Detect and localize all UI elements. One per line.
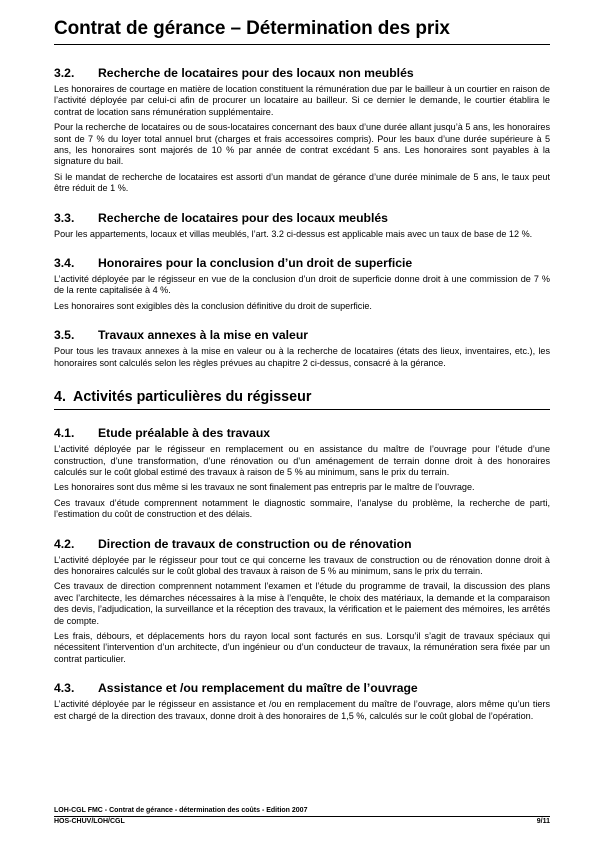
section-title: Honoraires pour la conclusion d’un droit de superficie (98, 256, 413, 271)
paragraph: Pour la recherche de locataires ou de sous-locataires concernant des baux d’une durée allant jusqu’à 5 ans, les honoraires sont de 7 % du loyer total annuel brut (charges et frais accessoires compris). Pour les baux d’une durée supérieure à 5 ans, les honoraires sont majorés de 10 % par année de contrat excédant 5 ans. Les honoraires sont payables à la signature du bail. (54, 122, 550, 167)
section-4-3-heading (54, 681, 550, 695)
section-title: Travaux annexes à la mise en valeur (98, 328, 309, 343)
section-4-2-heading (54, 537, 550, 551)
section-number: 3.2. (54, 66, 75, 80)
paragraph: L’activité déployée par le régisseur en vue de la conclusion d’un droit de superficie donne droit à une commission de 7 % de la rente capitalisée à 4 %. (54, 274, 550, 296)
footer-document-reference: LOH-CGL FMC - Contrat de gérance - détermination des coûts - Edition 2007 (54, 807, 308, 814)
document-title: Contrat de gérance – Détermination des prix (54, 18, 450, 39)
section-3-4-heading (54, 256, 550, 270)
section-3-5-heading (54, 328, 550, 342)
paragraph: Les honoraires sont dus même si les travaux ne sont finalement pas entrepris par le maître de l’ouvrage. (54, 482, 475, 493)
section-title: Assistance et /ou remplacement du maître de l’ouvrage (98, 681, 418, 696)
paragraph: Les honoraires sont exigibles dès la conclusion définitive du droit de superficie. (54, 300, 372, 311)
section-3-3-heading (54, 211, 550, 225)
page-number: 9/11 (536, 818, 550, 825)
chapter-title: Activités particulières du régisseur (73, 389, 312, 406)
section-3-2-heading (54, 66, 550, 80)
section-number: 4.3. (54, 681, 75, 696)
paragraph: L’activité déployée par le régisseur pour tout ce qui concerne les travaux de construction ou de rénovation donne droit à des honoraires calculés sur le coût global des travaux à raison de 5 % au minimum, sans le prix du terrain. (54, 554, 550, 576)
section-number: 3.3. (54, 210, 75, 225)
section-title: Recherche de locataires pour des locaux non meublés (98, 66, 414, 80)
chapter-number: 4. (54, 389, 66, 406)
section-number: 4.2. (54, 536, 75, 551)
paragraph: Ces travaux d’étude comprennent notamment le diagnostic sommaire, l’analyse du problème, la recherche de parti, l’estimation du coût de construction et des délais. (54, 497, 550, 520)
section-title: Direction de travaux de construction ou de rénovation (98, 536, 412, 551)
paragraph: Pour tous les travaux annexes à la mise en valeur ou à la recherche de locataires (états des lieux, inventaires, etc.), les honoraires sont calculés selon les règles prévues au chapitre 2 ci-dessus, consacré à la gérance. (54, 346, 550, 368)
section-number: 3.4. (54, 256, 75, 271)
chapter-4-heading (54, 389, 550, 405)
paragraph: L’activité déployée par le régisseur en assistance et /ou en remplacement du maître de l’ouvrage, alors même qu’un tiers est chargé de la direction des travaux, donne droit à des honoraires de 1,5 %, calculés sur le coût global de l’opération. (54, 699, 550, 721)
paragraph: Pour les appartements, locaux et villas meublés, l’art. 3.2 ci-dessus est applicable mais avec un taux de base de 12 %. (54, 228, 533, 239)
page-footer (54, 807, 550, 825)
section-title: Recherche de locataires pour des locaux meublés (98, 210, 388, 225)
section-number: 3.5. (54, 328, 75, 343)
paragraph: Ces travaux de direction comprennent notamment l’examen et l’étude du programme de travail, la discussion des plans avec l’architecte, les démarches nécessaires à la mise à l’enquête, le choix des matériaux, la demande et la comparaison des devis, l’adjudication, la surveillance et la réception des travaux, la vérification et le paiement des mémoires, les arrêtés de compte. (54, 581, 550, 626)
footer-department-code: HOS-CHUV/LOH/CGL (54, 818, 125, 825)
section-4-1-heading (54, 426, 550, 440)
document-body (54, 66, 550, 722)
paragraph: Les honoraires de courtage en matière de location constituent la rémunération due par le bailleur à un courtier en raison de l’activité déployée par celui-ci afin de procurer un locataire au bailleur. Si ce dernier le demande, le courtier établira le contrat de location sans rémunération supplémentaire. (54, 84, 550, 117)
paragraph: Les frais, débours, et déplacements hors du rayon local sont facturés en sus. Lorsqu’il s’agit de travaux spéciaux qui nécessitent l’intervention d’un architecte, d’un ingénieur ou d’un conducteur de travaux, la rémunération sera fixée par un contrat particulier. (54, 630, 550, 664)
section-title: Etude préalable à des travaux (98, 426, 271, 441)
paragraph: L’activité déployée par le régisseur en remplacement ou en assistance du maître de l’ouvrage pour l’étude d’une construction, d’une transformation, d’une rénovation ou d’un aménagement de terrain donne droit à des honoraires calculés sur le coût global estimé des travaux à raison de 5 % au minimum, sans le prix du terrain. (54, 444, 550, 477)
paragraph: Si le mandat de recherche de locataires est assorti d’un mandat de gérance d’une durée minimale de 5 ans, le taux peut être réduit de 1 %. (54, 171, 550, 194)
title-divider (54, 44, 550, 45)
footer-divider (54, 816, 550, 817)
section-number: 4.1. (54, 426, 75, 441)
